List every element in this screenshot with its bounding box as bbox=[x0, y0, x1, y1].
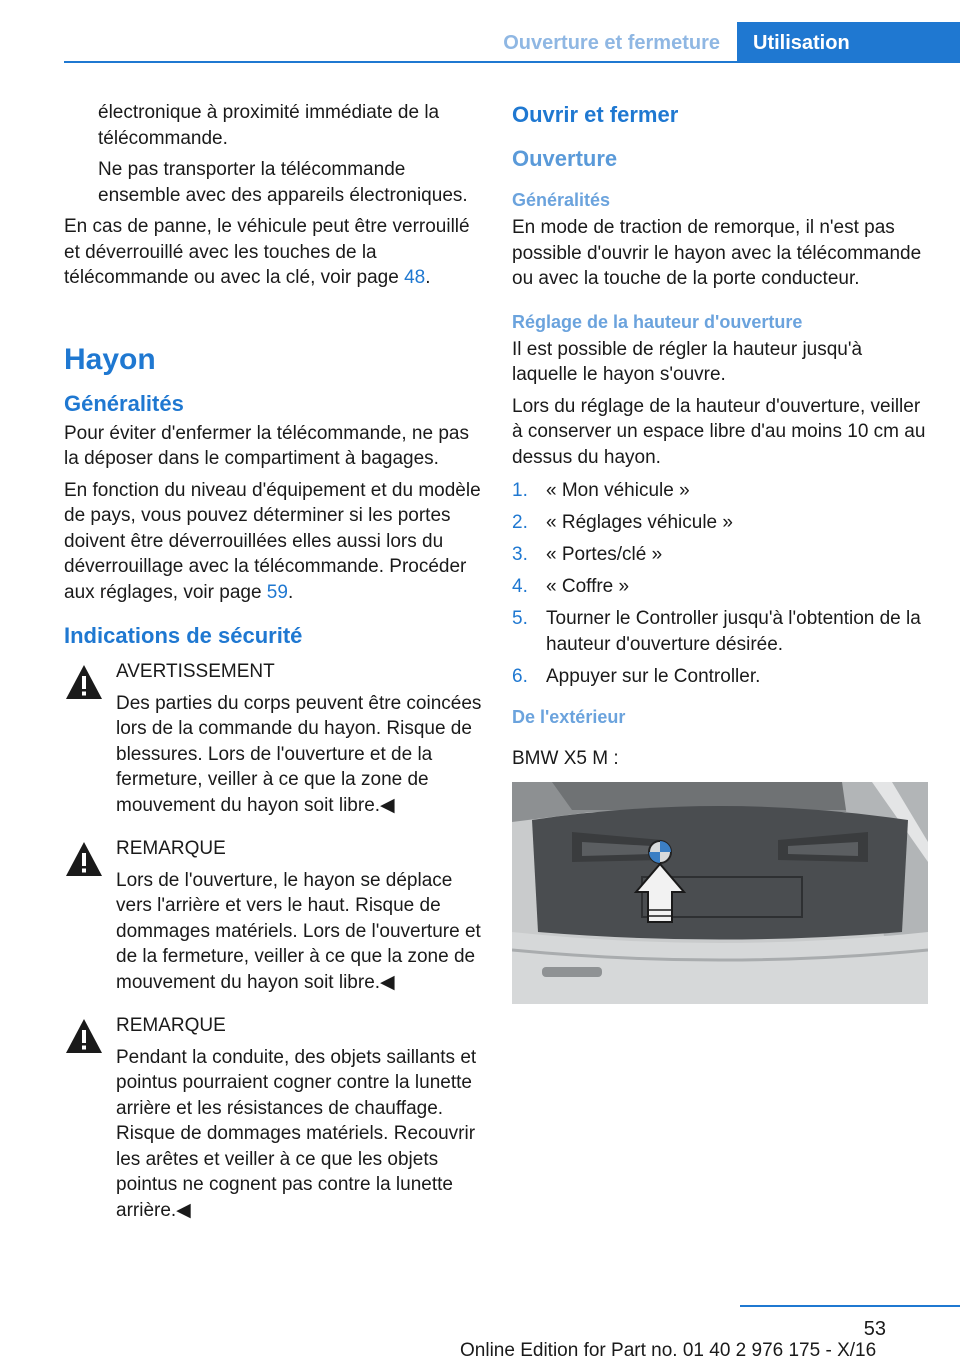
intro-paragraph-2: Ne pas transporter la télécommande ensemble avec des appareils électroniques. bbox=[98, 159, 468, 206]
tailgate-illustration bbox=[512, 782, 928, 1004]
list-item: 5. Tourner le Controller jusqu'à l'obtention de la hauteur d'ouverture désirée. bbox=[512, 608, 921, 655]
heading-height-setting: Réglage de la hauteur d'ouverture bbox=[512, 311, 803, 332]
left-column bbox=[64, 100, 482, 1233]
heading-safety: Indications de sécurité bbox=[64, 623, 303, 648]
heading-generalites: Généralités bbox=[64, 390, 184, 416]
heading-ouvrir-fermer: Ouvrir et fermer bbox=[512, 102, 679, 127]
intro-paragraph-3: En cas de panne, le véhicule peut être verrouillé et déverrouillé avec les touches de la télécommande ou avec la clé, voir page 48. bbox=[64, 216, 470, 288]
list-item: 2. « Réglages véhicule » bbox=[512, 512, 733, 533]
edition-footer: Online Edition for Part no. 01 40 2 976 175 - X/16 bbox=[460, 1340, 877, 1361]
warning-block-2 bbox=[64, 836, 482, 995]
heading-ouverture: Ouverture bbox=[512, 146, 618, 171]
right-column bbox=[512, 100, 930, 1004]
warning-triangle-icon bbox=[64, 840, 104, 878]
list-item: 4. « Coffre » bbox=[512, 576, 630, 597]
warning-label: REMARQUE bbox=[116, 1015, 226, 1036]
general-text-right: En mode de traction de remorque, il n'est pas possible d'ouvrir le hayon avec la télécommande ou avec la touche de la porte conducteur. bbox=[512, 217, 922, 289]
list-item: 1. « Mon véhicule » bbox=[512, 480, 690, 501]
heading-generalites-right: Généralités bbox=[512, 190, 611, 210]
warning-block-3 bbox=[64, 1013, 482, 1223]
warning-triangle-icon bbox=[64, 1017, 104, 1055]
warning-label: AVERTISSEMENT bbox=[116, 661, 275, 682]
warning-label: REMARQUE bbox=[116, 838, 226, 859]
page-number: 53 bbox=[863, 1318, 886, 1340]
height-paragraph-1: Il est possible de régler la hauteur jusqu'à laquelle le hayon s'ouvre. bbox=[512, 338, 863, 385]
warning-block-1 bbox=[64, 659, 482, 818]
intro-paragraph-1: électronique à proximité immédiate de la télécommande. bbox=[98, 102, 440, 149]
warning-triangle-icon bbox=[64, 663, 104, 701]
page-link-48[interactable]: 48 bbox=[404, 267, 426, 288]
section-title-hayon: Hayon bbox=[64, 342, 156, 376]
footer-rule bbox=[740, 1305, 960, 1307]
height-paragraph-2: Lors du réglage de la hauteur d'ouverture, veiller à conserver un espace libre d'au moins 10 cm au dessus du hayon. bbox=[512, 395, 926, 468]
list-item: 6. Appuyer sur le Controller. bbox=[512, 665, 761, 687]
page-link-59[interactable]: 59 bbox=[266, 581, 288, 603]
heading-outside: De l'extérieur bbox=[512, 707, 626, 727]
general-paragraph-1: Pour éviter d'enfermer la télécommande, ne pas la déposer dans le compartiment à bagages. bbox=[64, 422, 469, 469]
warning-text: Pendant la conduite, des objets saillants et pointus pourraient cogner contre la lunette arrière et les résistances de chauffage. Risque de dommages matériels. Recouvrir les arêtes et veiller à ce que les objets pointus ne cognent pas contre la lunette arrière.◀ bbox=[116, 1046, 477, 1221]
warning-text: Des parties du corps peuvent être coincées lors de la commande du hayon. Risque de blessures. Lors de l'ouverture et de la fermeture, veiller à ce que la zone de mouvement du hayon soit libre.◀ bbox=[116, 692, 482, 816]
header-section-title: Ouverture et fermeture bbox=[503, 32, 720, 54]
header-chapter-tab: Utilisation bbox=[737, 22, 960, 62]
model-label: BMW X5 M : bbox=[512, 748, 619, 769]
warning-text: Lors de l'ouverture, le hayon se déplace vers l'arrière et vers le haut. Risque de dommages matériels. Lors de l'ouverture et de la fermeture, veiller à ce que la zone de mouvement du hayon soit libre.◀ bbox=[116, 869, 481, 993]
steps-list bbox=[512, 478, 930, 689]
general-paragraph-2: En fonction du niveau d'équipement et du modèle de pays, vous pouvez déterminer si les portes doivent être déverrouillées elles aussi lors du déverrouillage avec la télécommande. Procéder aux réglages, voir page 59. bbox=[64, 479, 481, 603]
list-item: 3. « Portes/clé » bbox=[512, 544, 663, 565]
header-rule bbox=[64, 61, 960, 63]
